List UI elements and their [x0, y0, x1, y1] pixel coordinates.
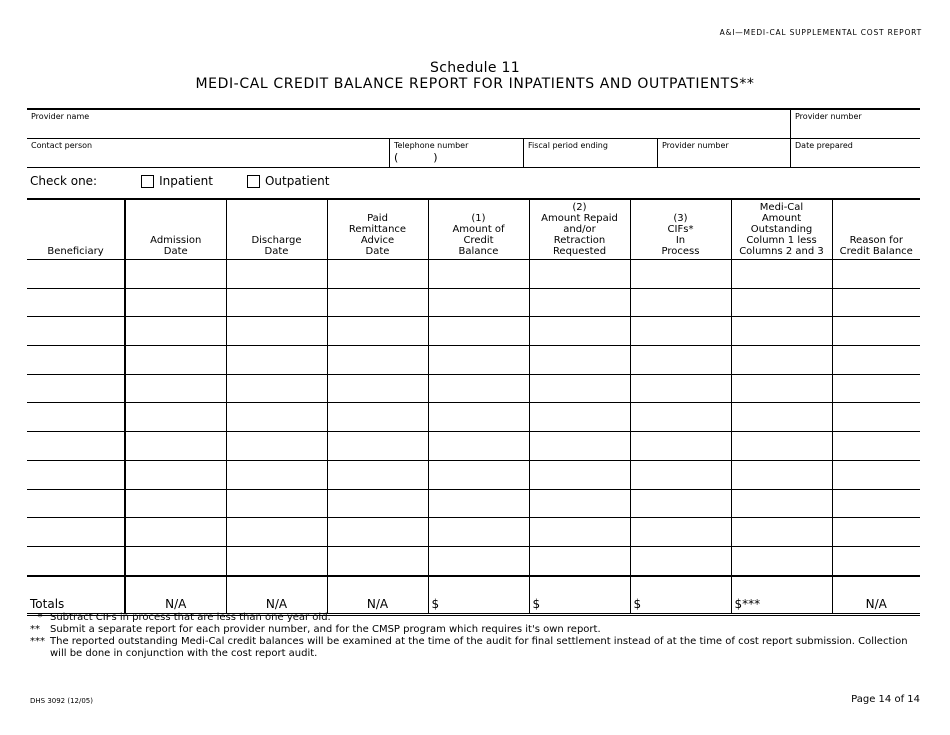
table-cell[interactable]: [529, 346, 630, 375]
provider-number-label: Provider number: [795, 112, 862, 121]
column-header: Beneficiary: [27, 199, 125, 260]
footnote-mark: *: [37, 612, 43, 623]
credit-balance-table: [27, 198, 920, 616]
form-id: DHS 3092 (12/05): [30, 697, 93, 705]
totals-cell[interactable]: N/A: [327, 576, 428, 615]
totals-cell[interactable]: N/A: [226, 576, 327, 615]
telephone-label: Telephone number: [394, 141, 469, 150]
table-cell[interactable]: [428, 374, 529, 403]
table-cell[interactable]: [630, 546, 731, 575]
table-cell[interactable]: [327, 460, 428, 489]
table-cell[interactable]: [832, 460, 920, 489]
provider-number-field[interactable]: [791, 110, 920, 138]
date-prepared-field[interactable]: [791, 139, 920, 167]
column-header: Reason for Credit Balance: [832, 199, 920, 260]
table-cell[interactable]: [428, 432, 529, 461]
table-cell[interactable]: [125, 288, 226, 317]
table-cell[interactable]: [529, 288, 630, 317]
totals-row: [27, 576, 920, 615]
table-row: [27, 260, 920, 289]
column-header: Admission Date: [125, 199, 226, 260]
table-row: [27, 288, 920, 317]
table-cell[interactable]: [27, 346, 125, 375]
table-cell[interactable]: [428, 260, 529, 289]
table-cell[interactable]: [27, 460, 125, 489]
table-cell[interactable]: [630, 288, 731, 317]
table-cell[interactable]: [529, 403, 630, 432]
table-cell[interactable]: [832, 317, 920, 346]
table-cell[interactable]: [327, 403, 428, 432]
table-cell[interactable]: [327, 260, 428, 289]
table-row: [27, 346, 920, 375]
page-number: Page 14 of 14: [851, 694, 920, 705]
table-cell[interactable]: [731, 403, 832, 432]
table-cell[interactable]: [630, 317, 731, 346]
table-cell[interactable]: [125, 374, 226, 403]
table-cell[interactable]: [327, 317, 428, 346]
table-cell[interactable]: [630, 432, 731, 461]
table-cell[interactable]: [832, 432, 920, 461]
provider-number-2-field[interactable]: [658, 139, 791, 167]
table-cell[interactable]: [125, 546, 226, 575]
table-cell[interactable]: [832, 489, 920, 518]
table-cell[interactable]: [428, 288, 529, 317]
provider-name-field[interactable]: [27, 110, 791, 138]
totals-cell[interactable]: N/A: [125, 576, 226, 615]
table-cell[interactable]: [529, 432, 630, 461]
table-cell[interactable]: [327, 432, 428, 461]
fiscal-period-field[interactable]: [524, 139, 658, 167]
report-name: A&I—MEDI-CAL SUPPLEMENTAL COST REPORT: [719, 28, 922, 37]
table-cell[interactable]: [832, 546, 920, 575]
table-cell[interactable]: [832, 403, 920, 432]
table-cell[interactable]: [125, 260, 226, 289]
totals-cell[interactable]: $: [529, 576, 630, 615]
table-cell[interactable]: [27, 260, 125, 289]
table-row: [27, 460, 920, 489]
table-cell[interactable]: [125, 403, 226, 432]
check-one-group: [30, 174, 329, 188]
footnotes: [30, 612, 910, 660]
table-row: [27, 489, 920, 518]
contact-person-field[interactable]: [27, 139, 390, 167]
table-cell[interactable]: [226, 317, 327, 346]
footnote: [30, 624, 910, 636]
table-cell[interactable]: [27, 489, 125, 518]
table-cell[interactable]: [529, 260, 630, 289]
table-cell[interactable]: [27, 432, 125, 461]
table-cell[interactable]: [327, 489, 428, 518]
totals-cell[interactable]: $: [428, 576, 529, 615]
table-cell[interactable]: [226, 489, 327, 518]
footnote-text: The reported outstanding Medi-Cal credit balances will be examined at the time of the audit for final settlement instead of at the time of cost report submission. Collection will be done in conjunction with the cost report audit.: [50, 636, 908, 659]
table-cell[interactable]: [630, 460, 731, 489]
table-cell[interactable]: [428, 489, 529, 518]
date-prepared-label: Date prepared: [795, 141, 853, 150]
provider-name-label: Provider name: [31, 112, 90, 121]
telephone-field[interactable]: [390, 139, 524, 167]
table-cell[interactable]: [529, 374, 630, 403]
table-cell[interactable]: [731, 288, 832, 317]
table-row: [27, 374, 920, 403]
provider-number-2-label: Provider number: [662, 141, 729, 150]
check-one-label: Check one:: [30, 174, 98, 188]
totals-label: Totals: [27, 576, 125, 615]
column-header: Paid Remittance Advice Date: [327, 199, 428, 260]
table-cell[interactable]: [731, 546, 832, 575]
table-cell[interactable]: [226, 346, 327, 375]
table-row: [27, 403, 920, 432]
column-header: Discharge Date: [226, 199, 327, 260]
table-cell[interactable]: [529, 460, 630, 489]
table-cell[interactable]: [529, 546, 630, 575]
table-cell[interactable]: [731, 374, 832, 403]
table-cell[interactable]: [226, 288, 327, 317]
outpatient-checkbox[interactable]: [247, 175, 260, 188]
footnote-text: Submit a separate report for each provider number, and for the CMSP program which requires it's own report.: [50, 624, 601, 635]
table-cell[interactable]: [125, 317, 226, 346]
table-cell[interactable]: [27, 317, 125, 346]
outpatient-label: Outpatient: [264, 174, 330, 188]
table-cell[interactable]: [27, 403, 125, 432]
schedule-title: Schedule 11: [430, 60, 520, 76]
table-cell[interactable]: [630, 518, 731, 547]
table-cell[interactable]: [226, 546, 327, 575]
table-cell[interactable]: [125, 489, 226, 518]
table-cell[interactable]: [428, 317, 529, 346]
table-cell[interactable]: [226, 374, 327, 403]
table-cell[interactable]: [226, 460, 327, 489]
table-cell[interactable]: [731, 489, 832, 518]
table-cell[interactable]: [327, 518, 428, 547]
table-cell[interactable]: [630, 403, 731, 432]
table-cell[interactable]: [731, 518, 832, 547]
table-cell[interactable]: [832, 518, 920, 547]
column-header: Medi-Cal Amount Outstanding Column 1 less Columns 2 and 3: [731, 199, 832, 260]
page-title: MEDI-CAL CREDIT BALANCE REPORT FOR INPATIENTS AND OUTPATIENTS**: [195, 76, 755, 92]
totals-cell[interactable]: $: [630, 576, 731, 615]
table-cell[interactable]: [428, 546, 529, 575]
table-cell[interactable]: [27, 546, 125, 575]
inpatient-label: Inpatient: [159, 174, 213, 188]
inpatient-checkbox[interactable]: [141, 175, 154, 188]
table-cell[interactable]: [27, 374, 125, 403]
table-cell[interactable]: [630, 346, 731, 375]
table-cell[interactable]: [731, 317, 832, 346]
table-cell[interactable]: [327, 374, 428, 403]
table-cell[interactable]: [428, 518, 529, 547]
table-cell[interactable]: [27, 288, 125, 317]
table-cell[interactable]: [428, 460, 529, 489]
table-cell[interactable]: [428, 403, 529, 432]
table-cell[interactable]: [832, 288, 920, 317]
table-cell[interactable]: [226, 403, 327, 432]
table-row: [27, 432, 920, 461]
table-cell[interactable]: [428, 346, 529, 375]
table-cell[interactable]: [832, 346, 920, 375]
table-cell[interactable]: [731, 260, 832, 289]
telephone-value: ( ): [394, 151, 438, 164]
table-cell[interactable]: [731, 346, 832, 375]
footnote-mark: **: [30, 624, 40, 635]
table-cell[interactable]: [630, 260, 731, 289]
table-cell[interactable]: [731, 432, 832, 461]
fiscal-period-label: Fiscal period ending: [528, 141, 608, 150]
inpatient-option[interactable]: [141, 174, 213, 188]
column-header: (2) Amount Repaid and/or Retraction Requested: [529, 199, 630, 260]
table-cell[interactable]: [529, 489, 630, 518]
table-cell[interactable]: [226, 518, 327, 547]
table-row: [27, 317, 920, 346]
table-header-row: [27, 199, 920, 260]
table-cell[interactable]: [630, 489, 731, 518]
table-cell[interactable]: [327, 288, 428, 317]
table-cell[interactable]: [327, 346, 428, 375]
totals-cell[interactable]: $***: [731, 576, 832, 615]
contact-person-label: Contact person: [31, 141, 93, 150]
table-cell[interactable]: [630, 374, 731, 403]
column-header: (1) Amount of Credit Balance: [428, 199, 529, 260]
outpatient-option[interactable]: [247, 174, 329, 188]
table-cell[interactable]: [832, 260, 920, 289]
totals-cell[interactable]: N/A: [832, 576, 920, 615]
table-cell[interactable]: [529, 518, 630, 547]
table-row: [27, 546, 920, 575]
footnote-mark: ***: [30, 636, 45, 647]
table-cell[interactable]: [731, 460, 832, 489]
table-row: [27, 518, 920, 547]
table-cell[interactable]: [529, 317, 630, 346]
table-cell[interactable]: [226, 432, 327, 461]
column-header: (3) CIFs* In Process: [630, 199, 731, 260]
table-cell[interactable]: [27, 518, 125, 547]
table-cell[interactable]: [125, 460, 226, 489]
table-cell[interactable]: [125, 518, 226, 547]
footnote: [30, 612, 910, 624]
table-cell[interactable]: [125, 432, 226, 461]
provider-info-block: [27, 108, 920, 168]
table-cell[interactable]: [125, 346, 226, 375]
table-cell[interactable]: [832, 374, 920, 403]
table-cell[interactable]: [327, 546, 428, 575]
table-cell[interactable]: [226, 260, 327, 289]
footnote: [30, 636, 910, 660]
footnote-text: Subtract CIFs in process that are less than one year old.: [50, 612, 331, 623]
